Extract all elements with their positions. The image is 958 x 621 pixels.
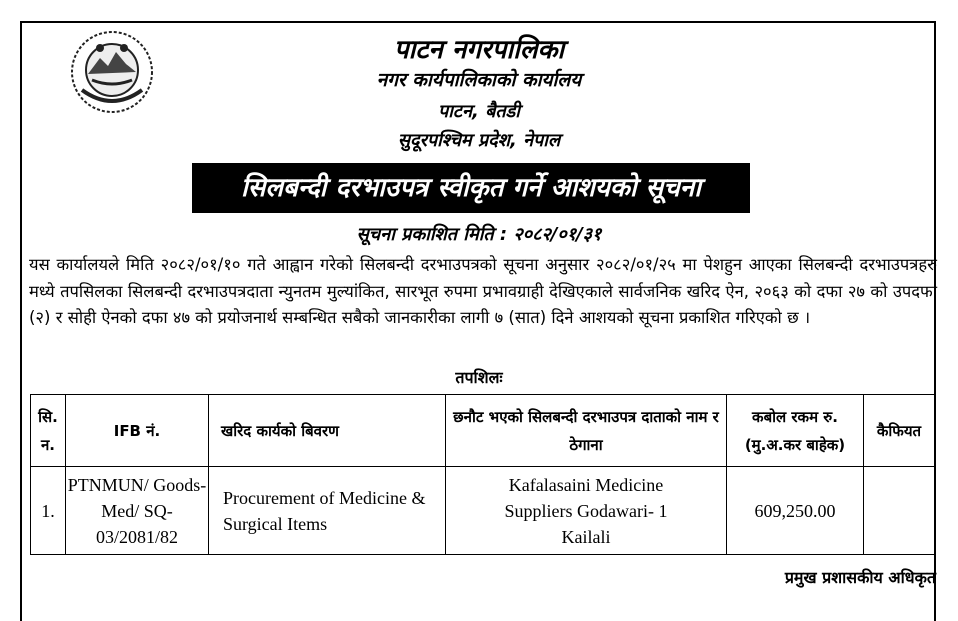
award-table [30, 394, 935, 555]
cell-ifb: PTNMUN/ Goods-Med/ SQ-03/2081/82 [66, 467, 209, 555]
col-header-remarks: कैफियत [864, 395, 935, 467]
notice-title-banner: सिलबन्दी दरभाउपत्र स्वीकृत गर्ने आशयको सूचना [192, 163, 750, 213]
cell-sn: 1. [31, 467, 66, 555]
cell-remarks [864, 467, 935, 555]
publication-date: सूचना प्रकाशित मिति : २०८२/०१/३१ [356, 224, 602, 245]
cell-bidder: Kafalasaini Medicine Suppliers Godawari- 1 Kailali [446, 467, 727, 555]
col-header-description: खरिद कार्यको बिवरण [209, 395, 446, 467]
col-header-ifb: IFB नं. [66, 395, 209, 467]
office-name: नगर कार्यपालिकाको कार्यालय [376, 69, 582, 91]
municipality-name: पाटन नगरपालिका [393, 35, 565, 65]
col-header-bidder: छनौट भएको सिलबन्दी दरभाउपत्र दाताको नाम र ठेगाना [446, 395, 727, 467]
province-country: सुदूरपश्चिम प्रदेश, नेपाल [397, 130, 561, 151]
table-caption: तपशिलः [455, 368, 503, 387]
table-row [31, 467, 935, 555]
table-header-row [31, 395, 935, 467]
office-location: पाटन, बैतडी [438, 101, 520, 122]
signatory-title: प्रमुख प्रशासकीय अधिकृत [784, 568, 936, 587]
cell-amount: 609,250.00 [727, 467, 864, 555]
col-header-amount: कबोल रकम रु. (मु.अ.कर बाहेक) [727, 395, 864, 467]
col-header-sn: सि. न. [31, 395, 66, 467]
cell-description: Procurement of Medicine & Surgical Items [209, 467, 446, 555]
notice-body: यस कार्यालयले मिति २०८२/०१/१० गते आह्वान गरेको सिलबन्दी दरभाउपत्रको सूचना अनुसार २०८२/०१/२५ मा पेशहुन आएका सिलबन्दी दरभाउपत्रहरु मध्ये तपसिलका सिलबन्दी दरभाउपत्रदाता न्युनतम मुल्यांकित, सारभूत रुपमा प्रभावग्राही देखिएकाले सार्वजनिक खरिद ऐन, २०६३ को दफा २७ को उपदफा (२) र सोही ऐनको दफा ४७ को प्रयोजनार्थ सम्बन्धित सबैको जानकारीका लागी ७ (सात) दिने आशयको सूचना प्रकाशित गरिएको छ । [29, 255, 937, 327]
